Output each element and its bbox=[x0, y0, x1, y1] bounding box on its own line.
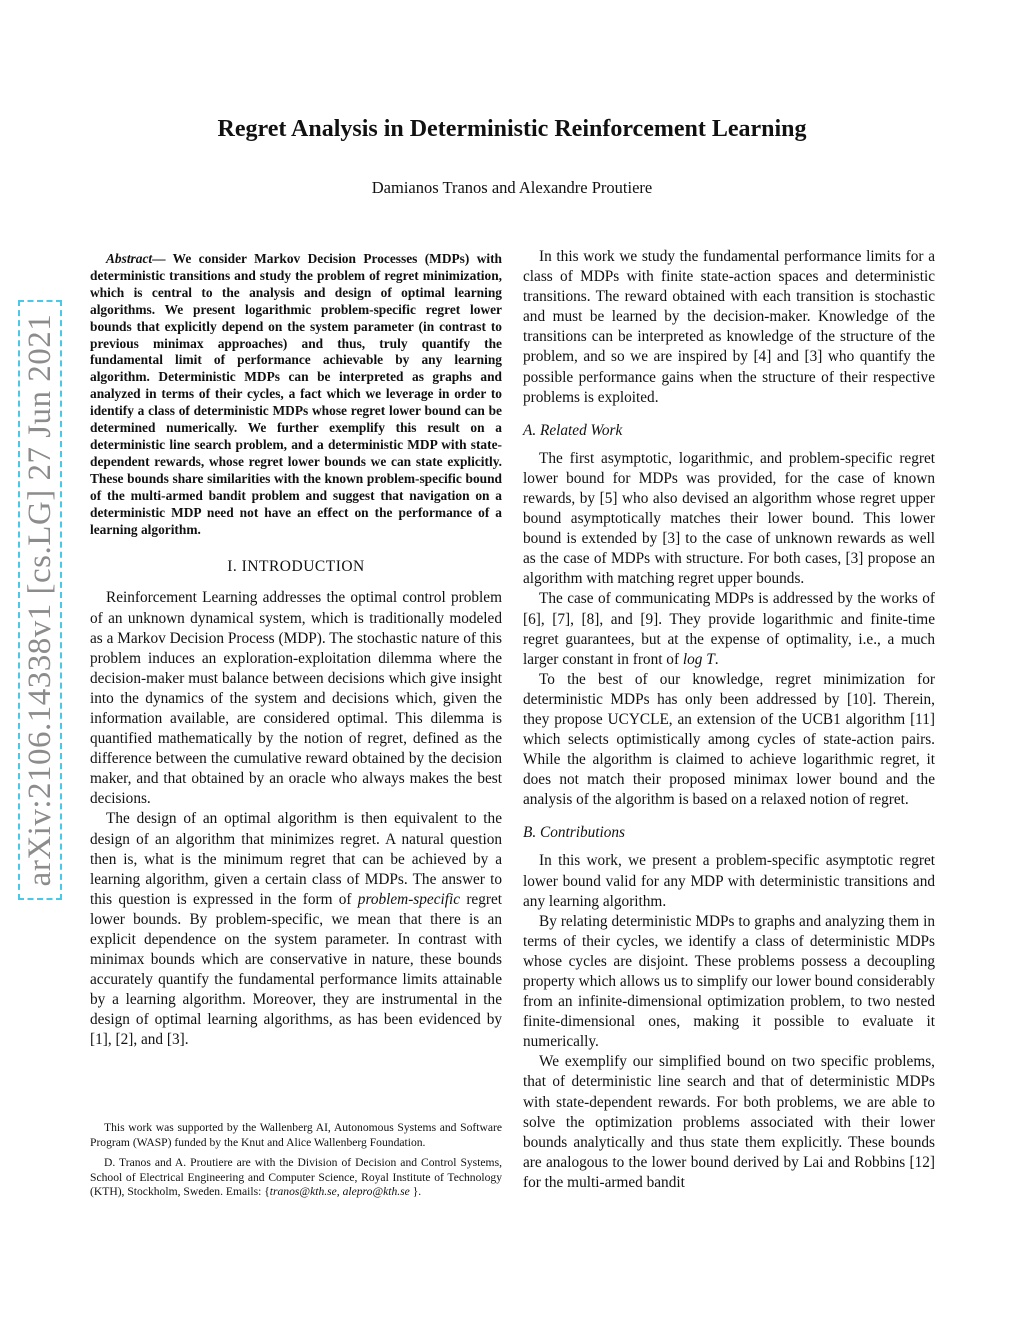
footnote-affiliation-close: }. bbox=[409, 1185, 422, 1198]
related-work-p2-end: . bbox=[714, 650, 719, 668]
related-work-paragraph-1: The first asymptotic, logarithmic, and problem-specific regret lower bound for MDPs was provided, for the case of known rewards, by [5] who also devised an algorithm whose regret upper bound asymptotically matches their lower bound. This lower bound is extended by [3] to the case of unknown rewards as well as the case of MDPs with structure. For both cases, [3] propose an algorithm with matching regret upper bounds. bbox=[523, 449, 935, 588]
footnotes bbox=[90, 1121, 502, 1206]
related-work-paragraph-2 bbox=[523, 589, 935, 669]
abstract-separator: — bbox=[152, 251, 173, 266]
section-heading-introduction: I. INTRODUCTION bbox=[227, 558, 365, 576]
intro-paragraph-1: Reinforcement Learning addresses the optimal control problem of an unknown dynamical system, which is traditionally modeled as a Markov Decision Process (MDP). The stochastic nature of this problem induces an exploration-exploitation dilemma where the decision-maker must balance between decisions which give insight into the dynamics of the system and decisions which, given the information available, are considered optimal. This dilemma is quantified mathematically by the notion of regret, defined as the difference between the cumulative reward obtained by the decision maker, and that obtained by an oracle who always makes the best decisions. bbox=[90, 589, 502, 808]
contributions-paragraph-2: By relating deterministic MDPs to graphs and analyzing them in terms of their cycles, we identify a class of deterministic MDPs whose cycles are disjoint. These problems possess a decoupling property which allows us to simplify our lower bound considerably from an infinite-dimensional optimization problem, to two nested finite-dimensional ones, making it possible to evaluate it numerically. bbox=[523, 912, 935, 1051]
footnote-funding: This work was supported by the Wallenberg AI, Autonomous Systems and Software Program (WASP) funded by the Knut and Alice Wallenberg Foundation. bbox=[90, 1121, 502, 1149]
related-work-p2-text: The case of communicating MDPs is addressed by the works of [6], [7], [8], and [9]. They provide logarithmic and finite-time regret guarantees, but at the expense of optimality, i.e., a much larger constant in front of bbox=[523, 590, 935, 668]
related-work-paragraph-3: To the best of our knowledge, regret minimization for deterministic MDPs has only been addressed by [10]. Therein, they propose UCYCLE, an extension of the UCB1 algorithm [11] which selects optimistically among cycles of state-action pairs. While the algorithm is claimed to achieve logarithmic regret, it does not match their proposed minimax lower bound and the analysis of the algorithm is based on a relaxed notion of regret. bbox=[523, 670, 935, 809]
abstract-label: Abstract bbox=[106, 251, 153, 266]
intro-p2-text-b: regret lower bounds. By problem-specific, we mean that there is an explicit dependence on the system parameter. In contrast with minimax bounds which are conservative in nature, these bounds accurately quantify the fundamental performance limits attainable by a learning algorithm. Moreover, they are instrumental in the design of optimal learning algorithms, as has been evidenced by [1], [2], and [3]. bbox=[90, 890, 502, 1049]
abstract bbox=[90, 251, 502, 538]
paper-authors: Damianos Tranos and Alexandre Proutiere bbox=[371, 178, 653, 197]
arxiv-identifier-stamp[interactable]: arXiv:2106.14338v1 [cs.LG] 27 Jun 2021 bbox=[18, 300, 62, 900]
contributions-paragraph-1: In this work, we present a problem-specific asymptotic regret lower bound valid for any MDP with deterministic transitions and any learning algorithm. bbox=[523, 852, 935, 910]
subsection-heading-related-work: A. Related Work bbox=[523, 421, 623, 439]
math-log-t: log T bbox=[682, 650, 715, 668]
intro-paragraph-3: In this work we study the fundamental performance limits for a class of MDPs with finite state-action spaces and deterministic transitions. The reward obtained with each transition is stochastic and must be learned by the decision-maker. Knowledge of the transitions can be interpreted as knowledge of the structure of the problem, and so we are inspired by [4] and [3] who quantify the possible performance gains when the structure of their respective problems is exploited. bbox=[523, 248, 935, 406]
footnote-emails[interactable]: tranos@kth.se, alepro@kth.se bbox=[269, 1185, 410, 1198]
footnote-affiliation bbox=[90, 1156, 502, 1200]
paper-title: Regret Analysis in Deterministic Reinforcement Learning bbox=[217, 116, 807, 142]
right-column bbox=[523, 247, 935, 1193]
abstract-text: We consider Markov Decision Processes (MDPs) with deterministic transitions and study the problem of regret minimization, which is central to the analysis and design of optimal learning algorithms. We present logarithmic problem-specific regret lower bounds that explicitly depend on the system parameter (in contrast to previous minimax approaches) and thus, truly quantify the fundamental limit of performance achievable by any learning algorithm. Deterministic MDPs can be interpreted as graphs and analyzed in terms of their cycles, a fact which we leverage in order to identify a class of deterministic MDPs whose regret lower bound can be determined numerically. We further exemplify this result on a deterministic line search problem, and a deterministic MDP with state-dependent rewards, whose regret lower bounds we can state explicitly. These bounds share similarities with the known problem-specific bound of the multi-armed bandit problem and suggest that navigation on a deterministic MDP need not have an effect on the performance of a learning algorithm. bbox=[90, 251, 503, 537]
intro-paragraph-2 bbox=[90, 809, 502, 1050]
subsection-heading-contributions: B. Contributions bbox=[523, 824, 625, 842]
left-column bbox=[90, 251, 502, 1051]
contributions-paragraph-3: We exemplify our simplified bound on two specific problems, that of deterministic line search and that of deterministic MDPs with state-dependent rewards. For both problems, we are able to solve the optimization problems associated with their lower bounds analytically and thus state them explicitly. These bounds are analogous to the lower bound derived by Lai and Robbins [12] for the multi-armed bandit bbox=[523, 1053, 935, 1191]
intro-p2-text-a: The design of an optimal algorithm is then equivalent to the design of an algorithm that minimizes regret. A natural question then is, what is the minimum regret that can be achieved by a learning algorithm, given a certain class of MDPs. The answer to this question is expressed in the form of bbox=[90, 810, 502, 908]
footnote-affiliation-text: D. Tranos and A. Proutiere are with the Division of Decision and Control Systems, School of Electrical Engineering and Computer Science, Royal Institute of Technology (KTH), Stockholm, Sweden. Emails: { bbox=[90, 1156, 502, 1198]
intro-p2-emphasis: problem-specific bbox=[357, 890, 461, 908]
